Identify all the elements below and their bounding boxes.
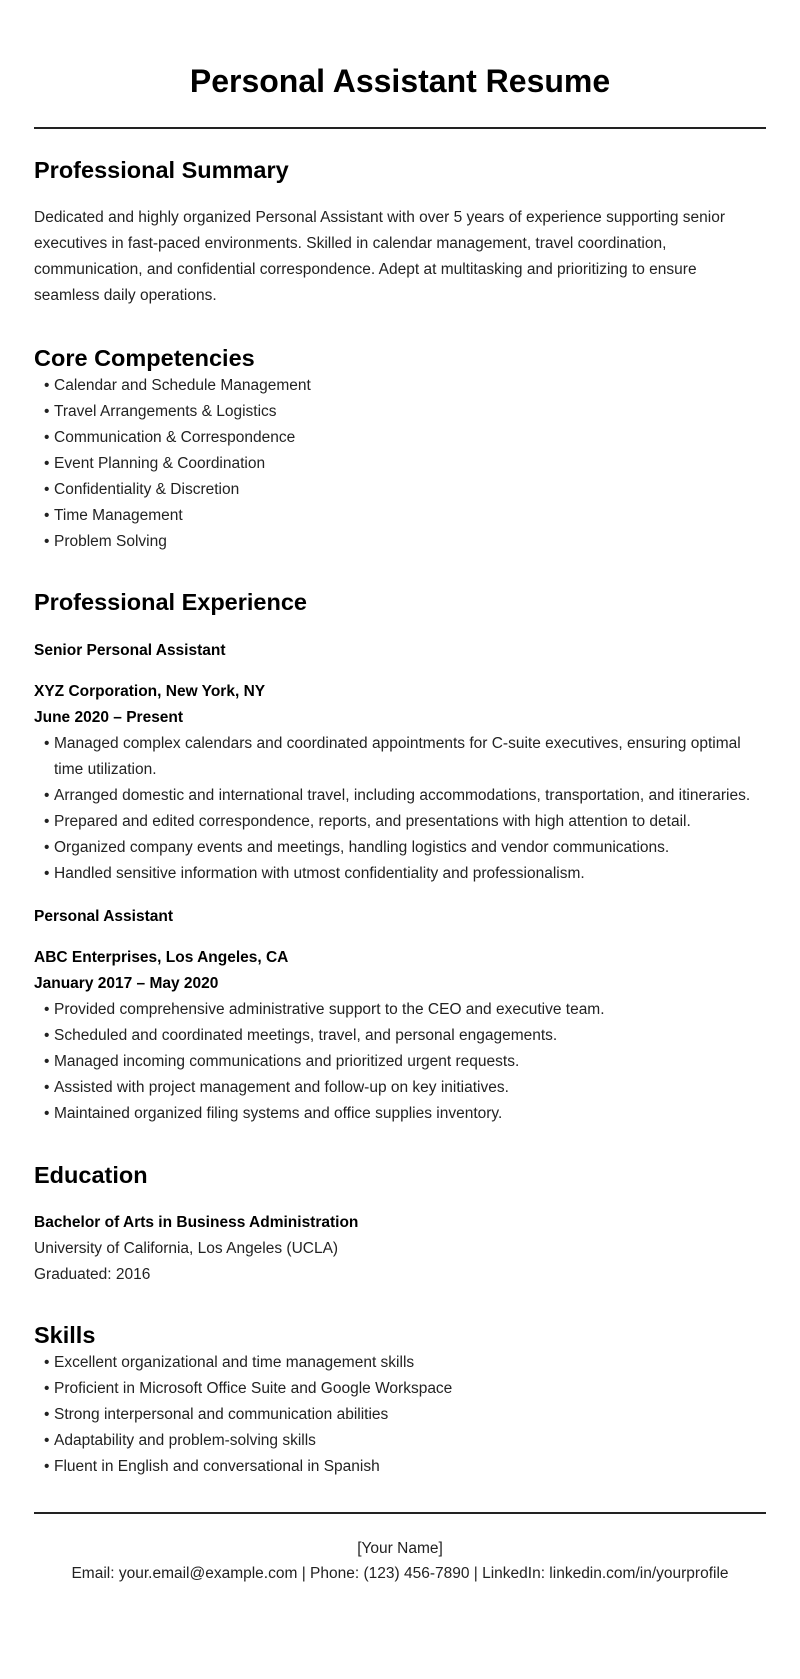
list-item: • Managed complex calendars and coordinated appointments for C-suite executives, ensuring optimal time utilization. bbox=[44, 731, 766, 783]
job-dates: June 2020 – Present bbox=[34, 709, 184, 726]
summary-heading: Professional Summary bbox=[34, 157, 289, 183]
list-item: • Time Management bbox=[44, 503, 766, 529]
skills-section bbox=[34, 1320, 766, 1480]
job-company: XYZ Corporation, New York, NY bbox=[34, 683, 266, 700]
list-item: • Scheduled and coordinated meetings, travel, and personal engagements. bbox=[44, 1023, 766, 1049]
competencies-list bbox=[34, 373, 766, 555]
education-degree: Bachelor of Arts in Business Administration bbox=[34, 1214, 359, 1231]
education-heading: Education bbox=[34, 1162, 148, 1188]
job-dates: January 2017 – May 2020 bbox=[34, 975, 219, 992]
footer-contact: Email: your.email@example.com | Phone: (123) 456-7890 | LinkedIn: linkedin.com/in/yourprofile bbox=[71, 1565, 729, 1582]
list-item: • Organized company events and meetings, handling logistics and vendor communications. bbox=[44, 835, 766, 861]
list-item: • Confidentiality & Discretion bbox=[44, 477, 766, 503]
list-item: • Assisted with project management and follow-up on key initiatives. bbox=[44, 1075, 766, 1101]
list-item: • Calendar and Schedule Management bbox=[44, 373, 766, 399]
job-title: Personal Assistant bbox=[34, 908, 173, 925]
list-item: • Arranged domestic and international travel, including accommodations, transportation, and itineraries. bbox=[44, 783, 766, 809]
job-duties-list bbox=[34, 997, 766, 1127]
education-school: University of California, Los Angeles (UCLA) bbox=[34, 1240, 339, 1257]
list-item: • Communication & Correspondence bbox=[44, 425, 766, 451]
list-item: • Prepared and edited correspondence, reports, and presentations with high attention to detail. bbox=[44, 809, 766, 835]
header-divider bbox=[34, 127, 766, 129]
list-item: • Adaptability and problem-solving skills bbox=[44, 1428, 766, 1454]
list-item: • Provided comprehensive administrative support to the CEO and executive team. bbox=[44, 997, 766, 1023]
footer-divider bbox=[34, 1512, 766, 1514]
list-item: • Event Planning & Coordination bbox=[44, 451, 766, 477]
list-item: • Problem Solving bbox=[44, 529, 766, 555]
job-entry bbox=[34, 639, 766, 887]
footer-name: [Your Name] bbox=[357, 1540, 443, 1557]
job-duties-list bbox=[34, 731, 766, 887]
list-item: • Managed incoming communications and prioritized urgent requests. bbox=[44, 1049, 766, 1075]
job-title: Senior Personal Assistant bbox=[34, 642, 226, 659]
footer bbox=[34, 1536, 766, 1586]
competencies-heading: Core Competencies bbox=[34, 345, 255, 371]
list-item: • Travel Arrangements & Logistics bbox=[44, 399, 766, 425]
job-entry bbox=[34, 905, 766, 1127]
education-graduation: Graduated: 2016 bbox=[34, 1266, 151, 1283]
list-item: • Strong interpersonal and communication abilities bbox=[44, 1402, 766, 1428]
skills-list bbox=[34, 1350, 766, 1480]
list-item: • Handled sensitive information with utmost confidentiality and professionalism. bbox=[44, 861, 766, 887]
experience-heading: Professional Experience bbox=[34, 589, 307, 615]
list-item: • Maintained organized filing systems and office supplies inventory. bbox=[44, 1101, 766, 1127]
page-title: Personal Assistant Resume bbox=[189, 63, 611, 99]
competencies-section bbox=[34, 343, 766, 555]
list-item: • Excellent organizational and time management skills bbox=[44, 1350, 766, 1376]
summary-text: Dedicated and highly organized Personal Assistant with over 5 years of experience supporting senior executives in fast-paced environments. Skilled in calendar management, travel coordination, communication, and confidential correspondence. Adept at multitasking and prioritizing to ensure seamless daily operations. bbox=[34, 209, 726, 304]
job-company: ABC Enterprises, Los Angeles, CA bbox=[34, 949, 289, 966]
list-item: • Proficient in Microsoft Office Suite and Google Workspace bbox=[44, 1376, 766, 1402]
skills-heading: Skills bbox=[34, 1322, 96, 1348]
education-section bbox=[34, 1160, 766, 1288]
summary-section bbox=[34, 155, 766, 309]
experience-section bbox=[34, 587, 766, 1127]
list-item: • Fluent in English and conversational in Spanish bbox=[44, 1454, 766, 1480]
